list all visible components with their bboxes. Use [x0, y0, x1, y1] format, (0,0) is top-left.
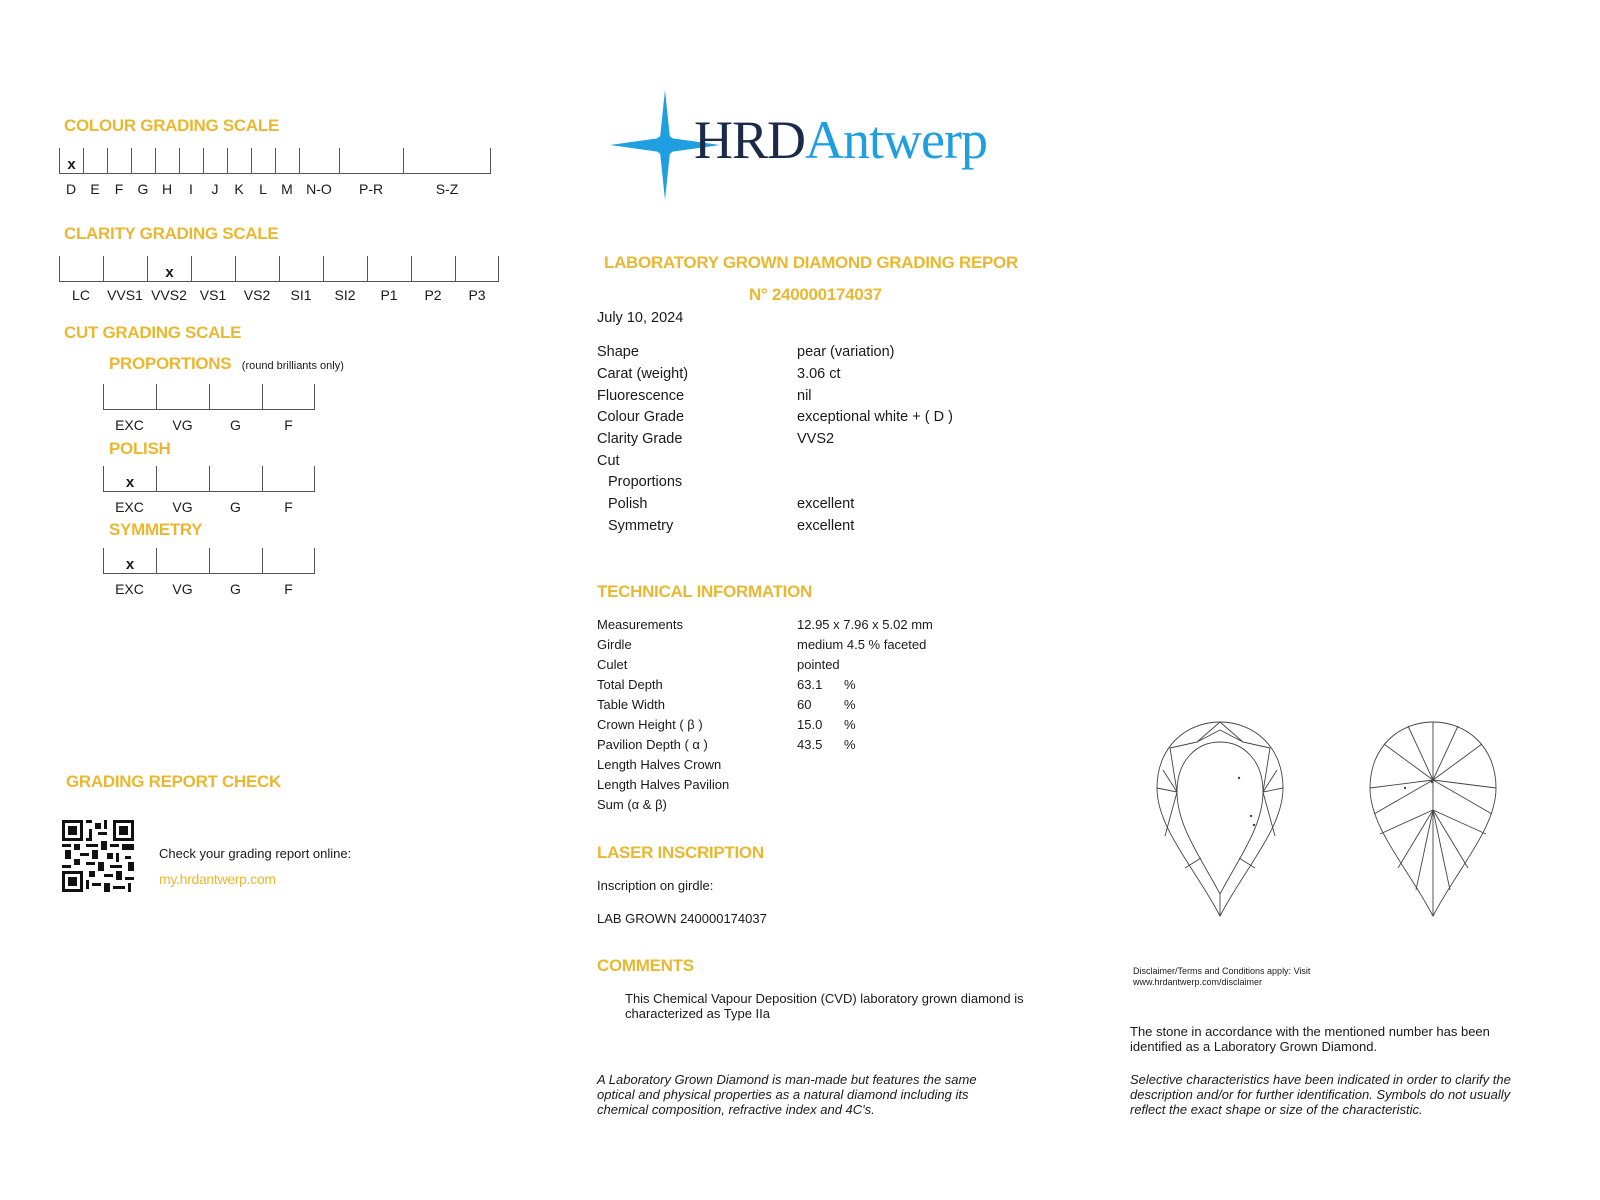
polish-cell — [262, 466, 315, 492]
grading-label: Cut — [597, 453, 620, 469]
lab-grown-note — [597, 1072, 977, 1117]
clarity-label: VVS1 — [107, 287, 143, 303]
grading-label: Proportions — [608, 474, 683, 490]
proportions-labels — [103, 417, 315, 433]
colour-scale-cell — [299, 148, 339, 174]
identified-line: identified as a Laboratory Grown Diamond. — [1130, 1039, 1378, 1054]
grading-label: Carat (weight) — [597, 366, 689, 382]
colour-scale-cell — [227, 148, 251, 174]
laser-text: LAB GROWN 240000174037 — [597, 911, 767, 926]
clarity-scale-labels — [59, 287, 499, 303]
clarity-scale-cell — [235, 256, 279, 282]
cut-label: EXC — [115, 499, 144, 515]
cut-label: VG — [172, 581, 193, 597]
report-check-link[interactable]: my.hrdantwerp.com — [159, 871, 276, 887]
clarity-scale-title: CLARITY GRADING SCALE — [64, 224, 279, 243]
symmetry-title: SYMMETRY — [109, 520, 203, 539]
colour-label: D — [65, 181, 77, 197]
proportions-note: (round brilliants only) — [241, 360, 344, 372]
clarity-label: P1 — [380, 287, 398, 303]
tech-value: 60 — [797, 697, 812, 712]
characteristics-note — [1130, 1072, 1511, 1117]
logo-part-hrd: HRD — [694, 110, 806, 170]
colour-scale-labels — [59, 181, 491, 197]
grading-value: excellent — [797, 518, 855, 534]
clarity-label: VS1 — [199, 287, 227, 303]
colour-label: J — [211, 181, 219, 197]
tech-label: Total Depth — [597, 677, 663, 692]
tech-label: Table Width — [597, 697, 665, 712]
polish-cell-exc: x — [103, 466, 156, 492]
logo-part-antwerp: Antwerp — [805, 110, 987, 170]
lab-grown-note-line: chemical composition, refractive index and 4C's. — [597, 1102, 875, 1117]
polish-scale-boxes — [103, 466, 315, 492]
diamond-pavilion-diagram-icon — [1368, 718, 1498, 918]
cut-label: VG — [172, 417, 193, 433]
disclaimer-link[interactable]: www.hrdantwerp.com/disclaimer — [1133, 977, 1263, 987]
colour-label: F — [114, 181, 124, 197]
colour-scale-cell — [155, 148, 179, 174]
cut-label: G — [230, 581, 241, 597]
report-check-title: GRADING REPORT CHECK — [66, 772, 282, 791]
colour-label: I — [189, 181, 193, 197]
colour-label: M — [281, 181, 293, 197]
tech-label: Measurements — [597, 617, 683, 632]
tech-value: 43.5 — [797, 737, 823, 752]
clarity-scale-cell — [455, 256, 499, 282]
clarity-scale-cell — [279, 256, 323, 282]
hrd-logo — [610, 90, 1030, 200]
clarity-label: SI2 — [334, 287, 356, 303]
tech-unit: % — [844, 697, 856, 712]
clarity-scale-cell — [59, 256, 103, 282]
symmetry-labels — [103, 581, 315, 597]
colour-label: G — [137, 181, 149, 197]
colour-scale-title: COLOUR GRADING SCALE — [64, 116, 280, 135]
tech-unit: % — [844, 717, 856, 732]
cut-label: F — [284, 499, 293, 515]
symmetry-cell — [156, 548, 209, 574]
tech-value: 12.95 x 7.96 x 5.02 mm — [797, 617, 933, 632]
proportions-cell — [209, 384, 262, 410]
grading-value: pear (variation) — [797, 344, 895, 360]
clarity-label: SI1 — [290, 287, 312, 303]
lab-grown-note-line: optical and physical properties as a natural diamond including its — [597, 1087, 969, 1102]
clarity-scale-cell — [367, 256, 411, 282]
tech-value: medium 4.5 % faceted — [797, 637, 927, 652]
tech-label: Length Halves Pavilion — [597, 777, 730, 792]
report-number: N° 240000174037 — [749, 285, 882, 304]
clarity-scale-boxes — [59, 256, 499, 282]
cut-label: F — [284, 581, 293, 597]
grading-value: VVS2 — [797, 431, 835, 447]
colour-scale-cell — [251, 148, 275, 174]
proportions-scale-boxes — [103, 384, 315, 410]
grading-label: Symmetry — [608, 518, 674, 534]
tech-value: pointed — [797, 657, 840, 672]
grading-label: Polish — [608, 496, 648, 512]
disclaimer — [1133, 966, 1310, 988]
symmetry-cell — [262, 548, 315, 574]
clarity-label: P3 — [468, 287, 486, 303]
clarity-label: VVS2 — [151, 287, 187, 303]
report-date: July 10, 2024 — [597, 310, 684, 326]
cut-label: EXC — [115, 417, 144, 433]
characteristics-note-line: reflect the exact shape or size of the characteristic. — [1130, 1102, 1423, 1117]
clarity-label: LC — [72, 287, 90, 303]
characteristics-note-line: Selective characteristics have been indicated in order to clarify the — [1130, 1072, 1511, 1087]
grading-label: Clarity Grade — [597, 431, 683, 447]
comments-text — [625, 991, 1024, 1021]
colour-label: L — [259, 181, 267, 197]
polish-cell — [209, 466, 262, 492]
clarity-label: VS2 — [243, 287, 271, 303]
tech-value: 15.0 — [797, 717, 823, 732]
tech-unit: % — [844, 737, 856, 752]
tech-label: Sum (α & β) — [597, 797, 667, 812]
identified-line: The stone in accordance with the mentioned number has been — [1130, 1024, 1490, 1039]
grading-label: Colour Grade — [597, 409, 685, 425]
grading-label: Shape — [597, 344, 639, 360]
cut-label: G — [230, 417, 241, 433]
proportions-heading — [109, 354, 344, 374]
symmetry-cell-exc: x — [103, 548, 156, 574]
proportions-cell — [103, 384, 156, 410]
disclaimer-line: Disclaimer/Terms and Conditions apply: Visit — [1133, 966, 1311, 976]
colour-scale-cell — [403, 148, 491, 174]
tech-label: Length Halves Crown — [597, 757, 722, 772]
grading-value: nil — [797, 388, 812, 404]
comments-line: characterized as Type IIa — [625, 1006, 771, 1021]
colour-label: E — [90, 181, 100, 197]
tech-label: Culet — [597, 657, 628, 672]
proportions-title: PROPORTIONS — [109, 354, 232, 373]
tech-label: Girdle — [597, 637, 632, 652]
characteristics-note-line: description and/or for further identification. Symbols do not usually — [1130, 1087, 1511, 1102]
lab-grown-note-line: A Laboratory Grown Diamond is man-made but features the same — [597, 1072, 977, 1087]
logo-wordmark — [694, 110, 987, 170]
qr-code-icon[interactable] — [62, 820, 134, 892]
symmetry-cell — [209, 548, 262, 574]
comments-title: COMMENTS — [597, 956, 694, 975]
colour-scale-cell — [339, 148, 403, 174]
cut-label: F — [284, 417, 293, 433]
identified-statement — [1130, 1024, 1490, 1054]
cut-scale-title: CUT GRADING SCALE — [64, 323, 242, 342]
colour-scale-cell — [203, 148, 227, 174]
colour-scale-cell — [179, 148, 203, 174]
tech-label: Pavilion Depth ( α ) — [597, 737, 708, 752]
proportions-cell — [156, 384, 209, 410]
grading-value: excellent — [797, 496, 855, 512]
colour-scale-cell — [83, 148, 107, 174]
colour-scale-boxes — [59, 148, 491, 174]
grading-value: 3.06 ct — [797, 366, 841, 382]
colour-label: S-Z — [435, 181, 459, 197]
report-title: LABORATORY GROWN DIAMOND GRADING REPOR — [604, 253, 1018, 272]
colour-scale-cell — [275, 148, 299, 174]
technical-title: TECHNICAL INFORMATION — [597, 582, 812, 601]
comments-line: This Chemical Vapour Deposition (CVD) laboratory grown diamond is — [625, 991, 1024, 1006]
tech-unit: % — [844, 677, 856, 692]
proportions-cell — [262, 384, 315, 410]
clarity-scale-cell-vvs2: x — [147, 256, 191, 282]
colour-label: H — [161, 181, 173, 197]
cut-label: EXC — [115, 581, 144, 597]
report-check-text: Check your grading report online: — [159, 846, 352, 861]
clarity-scale-cell — [411, 256, 455, 282]
polish-labels — [103, 499, 315, 515]
clarity-scale-cell — [191, 256, 235, 282]
polish-cell — [156, 466, 209, 492]
tech-label: Crown Height ( β ) — [597, 717, 703, 732]
diamond-crown-diagram-icon — [1155, 718, 1285, 918]
symmetry-scale-boxes — [103, 548, 315, 574]
clarity-scale-cell — [103, 256, 147, 282]
colour-label: P-R — [358, 181, 384, 197]
grading-value: exceptional white + ( D ) — [797, 409, 953, 425]
clarity-label: P2 — [424, 287, 442, 303]
laser-label: Inscription on girdle: — [597, 878, 714, 893]
cut-label: G — [230, 499, 241, 515]
clarity-scale-cell — [323, 256, 367, 282]
cut-label: VG — [172, 499, 193, 515]
grading-label: Fluorescence — [597, 388, 685, 404]
laser-title: LASER INSCRIPTION — [597, 843, 764, 862]
polish-title: POLISH — [109, 439, 171, 458]
colour-scale-cell-d: x — [59, 148, 83, 174]
colour-label: N-O — [306, 181, 332, 197]
colour-scale-cell — [131, 148, 155, 174]
colour-scale-cell — [107, 148, 131, 174]
colour-label: K — [234, 181, 244, 197]
tech-value: 63.1 — [797, 677, 823, 692]
